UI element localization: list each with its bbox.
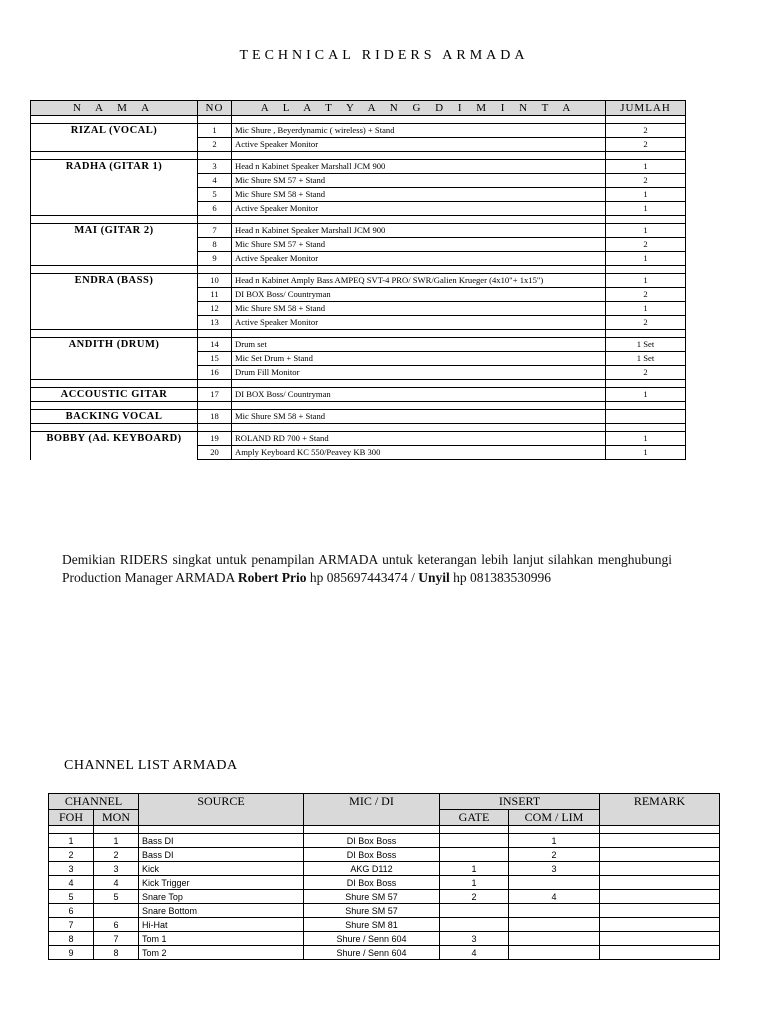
channel-comp-cell: 3: [509, 862, 600, 876]
header-comp: COM / LIM: [509, 810, 600, 826]
channel-row: [49, 890, 720, 904]
rider-row: [31, 124, 686, 138]
channel-comp-cell: 4: [509, 890, 600, 904]
item-description: Mic Shure SM 57 + Stand: [232, 238, 606, 252]
spacer-cell: [31, 380, 198, 388]
spacer-row: [31, 424, 686, 432]
spacer-cell: [139, 826, 304, 834]
channel-mic-cell: AKG D112: [304, 862, 440, 876]
channel-comp-cell: 2: [509, 848, 600, 862]
rider-row: [31, 160, 686, 174]
item-number: 10: [198, 274, 232, 288]
spacer-cell: [606, 330, 686, 338]
spacer-cell: [606, 424, 686, 432]
item-number: 1: [198, 124, 232, 138]
channel-gate-cell: [440, 918, 509, 932]
channel-row: [49, 876, 720, 890]
spacer-cell: [232, 266, 606, 274]
member-name: RADHA (GITAR 1): [31, 160, 198, 216]
spacer-cell: [232, 216, 606, 224]
channel-list-body: [49, 826, 720, 960]
spacer-cell: [509, 826, 600, 834]
channel-mon-cell: 8: [94, 946, 139, 960]
item-quantity: 2: [606, 138, 686, 152]
item-description: Mic Shure SM 58 + Stand: [232, 302, 606, 316]
channel-source-cell: Bass DI: [139, 848, 304, 862]
item-description: Head n Kabinet Speaker Marshall JCM 900: [232, 224, 606, 238]
channel-row: [49, 848, 720, 862]
rider-row: [31, 432, 686, 446]
channel-gate-cell: [440, 848, 509, 862]
spacer-cell: [440, 826, 509, 834]
channel-foh-cell: 8: [49, 932, 94, 946]
item-description: ROLAND RD 700 + Stand: [232, 432, 606, 446]
channel-foh-cell: 7: [49, 918, 94, 932]
item-number: 7: [198, 224, 232, 238]
riders-table: [30, 100, 686, 460]
item-number: 3: [198, 160, 232, 174]
item-number: 9: [198, 252, 232, 266]
item-number: 15: [198, 352, 232, 366]
item-quantity: 1: [606, 446, 686, 460]
spacer-cell: [232, 116, 606, 124]
spacer-cell: [94, 826, 139, 834]
channel-source-cell: Hi-Hat: [139, 918, 304, 932]
spacer-row: [31, 380, 686, 388]
channel-mon-cell: 3: [94, 862, 139, 876]
channel-foh-cell: 6: [49, 904, 94, 918]
header-foh: FOH: [49, 810, 94, 826]
channel-mon-cell: 4: [94, 876, 139, 890]
spacer-cell: [606, 152, 686, 160]
item-description: Amply Keyboard KC 550/Peavey KB 300: [232, 446, 606, 460]
spacer-cell: [198, 424, 232, 432]
channel-mic-cell: Shure / Senn 604: [304, 932, 440, 946]
item-number: 8: [198, 238, 232, 252]
spacer-cell: [606, 266, 686, 274]
spacer-row: [49, 826, 720, 834]
contact-name-2: Unyil: [418, 570, 450, 585]
spacer-cell: [232, 402, 606, 410]
spacer-cell: [606, 402, 686, 410]
item-number: 20: [198, 446, 232, 460]
item-number: 12: [198, 302, 232, 316]
header-mon: MON: [94, 810, 139, 826]
spacer-cell: [49, 826, 94, 834]
channel-header-row-1: [49, 794, 720, 810]
spacer-row: [31, 116, 686, 124]
channel-mic-cell: Shure / Senn 604: [304, 946, 440, 960]
channel-row: [49, 932, 720, 946]
channel-row: [49, 862, 720, 876]
item-quantity: 1: [606, 302, 686, 316]
channel-source-cell: Tom 1: [139, 932, 304, 946]
channel-list-table: [48, 793, 720, 960]
channel-row: [49, 834, 720, 848]
channel-mic-cell: Shure SM 57: [304, 904, 440, 918]
channel-source-cell: Tom 2: [139, 946, 304, 960]
channel-source-cell: Snare Bottom: [139, 904, 304, 918]
spacer-cell: [198, 216, 232, 224]
riders-body: [31, 116, 686, 460]
spacer-row: [31, 152, 686, 160]
item-number: 13: [198, 316, 232, 330]
channel-remark-cell: [600, 848, 720, 862]
channel-foh-cell: 3: [49, 862, 94, 876]
channel-gate-cell: 2: [440, 890, 509, 904]
item-description: Active Speaker Monitor: [232, 252, 606, 266]
member-name: BACKING VOCAL: [31, 410, 198, 424]
item-quantity: 2: [606, 174, 686, 188]
spacer-cell: [198, 380, 232, 388]
header-jumlah: JUMLAH: [606, 101, 686, 116]
channel-mic-cell: DI Box Boss: [304, 876, 440, 890]
spacer-cell: [304, 826, 440, 834]
channel-gate-cell: 3: [440, 932, 509, 946]
item-description: Active Speaker Monitor: [232, 202, 606, 216]
channel-source-cell: Kick Trigger: [139, 876, 304, 890]
header-remark: REMARK: [600, 794, 720, 826]
item-description: Head n Kabinet Speaker Marshall JCM 900: [232, 160, 606, 174]
contact-paragraph: [62, 551, 672, 587]
channel-gate-cell: 1: [440, 876, 509, 890]
header-mic: MIC / DI: [304, 794, 440, 826]
item-quantity: 1: [606, 202, 686, 216]
channel-gate-cell: [440, 904, 509, 918]
rider-row: [31, 224, 686, 238]
header-nama: N A M A: [31, 101, 198, 116]
spacer-cell: [31, 424, 198, 432]
spacer-cell: [606, 380, 686, 388]
channel-mic-cell: DI Box Boss: [304, 834, 440, 848]
channel-gate-cell: [440, 834, 509, 848]
channel-comp-cell: [509, 932, 600, 946]
header-no: NO: [198, 101, 232, 116]
spacer-cell: [198, 266, 232, 274]
channel-mic-cell: Shure SM 81: [304, 918, 440, 932]
channel-remark-cell: [600, 946, 720, 960]
spacer-cell: [31, 330, 198, 338]
spacer-row: [31, 330, 686, 338]
channel-foh-cell: 2: [49, 848, 94, 862]
channel-remark-cell: [600, 904, 720, 918]
item-number: 6: [198, 202, 232, 216]
spacer-cell: [232, 152, 606, 160]
channel-mon-cell: 1: [94, 834, 139, 848]
paragraph-text-2: hp 085697443474 /: [306, 570, 419, 585]
spacer-cell: [232, 330, 606, 338]
item-quantity: 1: [606, 224, 686, 238]
item-number: 14: [198, 338, 232, 352]
member-name: MAI (GITAR 2): [31, 224, 198, 266]
contact-name-1: Robert Prio: [237, 570, 307, 585]
item-number: 4: [198, 174, 232, 188]
channel-mic-cell: DI Box Boss: [304, 848, 440, 862]
channel-foh-cell: 5: [49, 890, 94, 904]
spacer-cell: [606, 116, 686, 124]
spacer-cell: [31, 402, 198, 410]
spacer-cell: [600, 826, 720, 834]
channel-comp-cell: [509, 918, 600, 932]
spacer-cell: [198, 330, 232, 338]
item-description: Head n Kabinet Amply Bass AMPEQ SVT-4 PRO/ SWR/Galien Krueger (4x10"+ 1x15"): [232, 274, 606, 288]
channel-source-cell: Bass DI: [139, 834, 304, 848]
channel-remark-cell: [600, 876, 720, 890]
item-number: 16: [198, 366, 232, 380]
item-description: Mic Set Drum + Stand: [232, 352, 606, 366]
channel-comp-cell: [509, 904, 600, 918]
channel-comp-cell: [509, 876, 600, 890]
spacer-cell: [198, 116, 232, 124]
item-description: Mic Shure SM 58 + Stand: [232, 410, 606, 424]
rider-row: [31, 338, 686, 352]
item-description: Mic Shure SM 57 + Stand: [232, 174, 606, 188]
paragraph-text-1: Demikian RIDERS singkat untuk penampilan ARMADA untuk keterangan lebih lanjut silahkan menghubungi Production Manager ARMADA: [62, 552, 672, 585]
item-quantity: 1 Set: [606, 338, 686, 352]
item-number: 17: [198, 388, 232, 402]
spacer-row: [31, 216, 686, 224]
item-number: 18: [198, 410, 232, 424]
channel-row: [49, 918, 720, 932]
riders-header-row: [31, 101, 686, 116]
channel-remark-cell: [600, 890, 720, 904]
item-description: Drum set: [232, 338, 606, 352]
channel-mon-cell: 5: [94, 890, 139, 904]
member-name: RIZAL (VOCAL): [31, 124, 198, 152]
channel-row: [49, 946, 720, 960]
spacer-cell: [198, 152, 232, 160]
channel-foh-cell: 1: [49, 834, 94, 848]
item-quantity: 1 Set: [606, 352, 686, 366]
header-channel: CHANNEL: [49, 794, 139, 810]
spacer-cell: [232, 424, 606, 432]
spacer-row: [31, 402, 686, 410]
channel-row: [49, 904, 720, 918]
item-quantity: 2: [606, 238, 686, 252]
channel-mic-cell: Shure SM 57: [304, 890, 440, 904]
channel-mon-cell: 2: [94, 848, 139, 862]
spacer-row: [31, 266, 686, 274]
item-description: DI BOX Boss/ Countryman: [232, 288, 606, 302]
member-name: ENDRA (BASS): [31, 274, 198, 330]
spacer-cell: [31, 152, 198, 160]
spacer-cell: [232, 380, 606, 388]
item-quantity: 1: [606, 160, 686, 174]
paragraph-text-3: hp 081383530996: [449, 570, 552, 585]
channel-mon-cell: [94, 904, 139, 918]
channel-remark-cell: [600, 932, 720, 946]
item-description: Active Speaker Monitor: [232, 316, 606, 330]
item-quantity: 1: [606, 274, 686, 288]
item-description: Mic Shure , Beyerdynamic ( wireless) + Stand: [232, 124, 606, 138]
channel-remark-cell: [600, 862, 720, 876]
channel-foh-cell: 4: [49, 876, 94, 890]
channel-gate-cell: 4: [440, 946, 509, 960]
spacer-cell: [198, 402, 232, 410]
item-number: 5: [198, 188, 232, 202]
channel-source-cell: Snare Top: [139, 890, 304, 904]
rider-row: [31, 274, 686, 288]
document-title: TECHNICAL RIDERS ARMADA: [239, 48, 529, 63]
rider-row: [31, 410, 686, 424]
item-description: DI BOX Boss/ Countryman: [232, 388, 606, 402]
header-insert: INSERT: [440, 794, 600, 810]
item-number: 2: [198, 138, 232, 152]
header-alat: A L A T Y A N G D I M I N T A: [232, 101, 606, 116]
item-quantity: 2: [606, 316, 686, 330]
item-quantity: 1: [606, 388, 686, 402]
spacer-cell: [606, 216, 686, 224]
header-source: SOURCE: [139, 794, 304, 826]
rider-row: [31, 388, 686, 402]
spacer-cell: [31, 116, 198, 124]
item-description: Active Speaker Monitor: [232, 138, 606, 152]
item-quantity: [606, 410, 686, 424]
item-quantity: 1: [606, 432, 686, 446]
channel-source-cell: Kick: [139, 862, 304, 876]
channel-comp-cell: [509, 946, 600, 960]
item-quantity: 2: [606, 124, 686, 138]
channel-comp-cell: 1: [509, 834, 600, 848]
channel-list-title: CHANNEL LIST ARMADA: [64, 758, 238, 773]
channel-foh-cell: 9: [49, 946, 94, 960]
channel-gate-cell: 1: [440, 862, 509, 876]
member-name: ACCOUSTIC GITAR: [31, 388, 198, 402]
item-description: Drum Fill Monitor: [232, 366, 606, 380]
channel-mon-cell: 6: [94, 918, 139, 932]
channel-remark-cell: [600, 918, 720, 932]
header-gate: GATE: [440, 810, 509, 826]
item-number: 11: [198, 288, 232, 302]
item-quantity: 2: [606, 366, 686, 380]
spacer-cell: [31, 266, 198, 274]
member-name: BOBBY (Ad. KEYBOARD): [31, 432, 198, 460]
item-quantity: 2: [606, 288, 686, 302]
item-quantity: 1: [606, 252, 686, 266]
item-number: 19: [198, 432, 232, 446]
member-name: ANDITH (DRUM): [31, 338, 198, 380]
item-description: Mic Shure SM 58 + Stand: [232, 188, 606, 202]
channel-mon-cell: 7: [94, 932, 139, 946]
channel-remark-cell: [600, 834, 720, 848]
item-quantity: 1: [606, 188, 686, 202]
spacer-cell: [31, 216, 198, 224]
